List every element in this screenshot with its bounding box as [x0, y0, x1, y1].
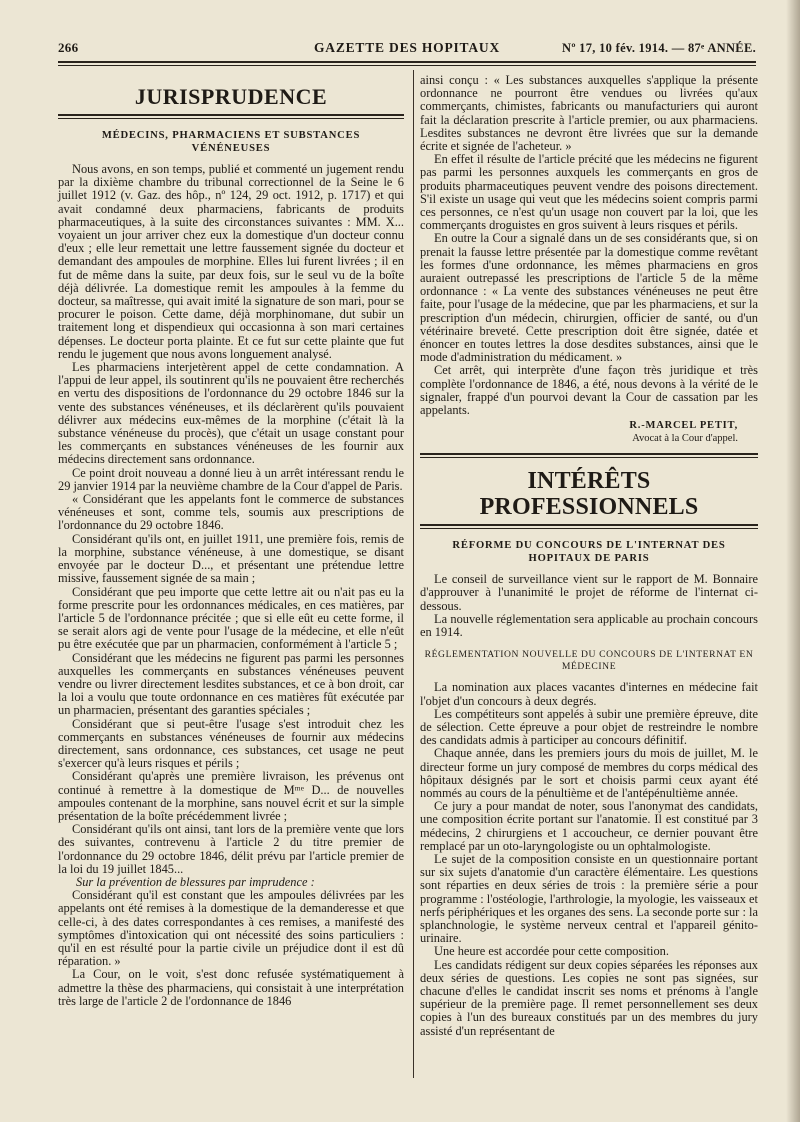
header-rule	[58, 61, 756, 63]
paragraph: Les pharmaciens interjetèrent appel de cette condamnation. A l'appui de leur appel, ils soutinrent qu'ils ne pouvaient être recherchés en vertu des dispositions de l'ordonnance du 29 octobre 1846 sur la vente des substances vénéneuses, et ils déclarèrent qu'ils pouvaient délivrer aux médecins eux-mêmes de la morphine (c'était là la substance vénéneuse du procès), que c'était un usage constant pour les commerçants en substances vénéneuses de les fournir aux médecins directement sans ordonnance.	[58, 360, 404, 467]
paragraph: Considérant que les médecins ne figurent pas parmi les personnes auxquelles les commerçants en substances vénéneuses peuvent vendre ou livrer directement lesdites substances, et ce à bon droit, car la loi a voulu que toute ordonnance en ces matières fût exécutée par un pharmacien, présentant des garanties spéciales ;	[58, 650, 404, 718]
column-divider	[413, 70, 414, 1078]
paragraph: En outre la Cour a signalé dans un de ses considérants que, si on prenait la fausse lettre présentée par la domestique comme revêtant les formes d'une ordonnance, les mêmes pharmaciens en gros auraient outrepassé les prescriptions de l'article 5 de la même ordonnance : « La vente des substances vénéneuses ne peut être faite, pour l'usage de la médecine, que par les pharmaciens, et sur la prescription d'un médecin, chirurgien, officier de santé, ou d'un vétérinaire breveté. Cette prescription doit être signée, datée et énoncer en toutes lettres la dose desdites substances, ainsi que le mode d'administration du médicament. »	[420, 231, 758, 365]
paragraph: Les candidats rédigent sur deux copies séparées les réponses aux deux séries de questions. Les copies ne sont pas signées, sur chacune d'elles le candidat inscrit ses noms et prénoms à l'angle supérieur de la première page. Il remet personnellement ses deux copies à l'un des bureaux constitués par un des membres du jury assisté d'un représentant de	[420, 957, 758, 1038]
article-title: MÉDECINS, PHARMACIENS ET SUBSTANCES VÉNÉNEUSES	[101, 130, 361, 154]
page-number: 266	[58, 40, 79, 55]
paragraph: Considérant que si peut-être l'usage s'est introduit chez les commerçants en substances vénéneuses de fournir aux médecins directement, sans ordonnance, ces substances, cet usage ne peut s'exercer qu'à leurs risques et périls ;	[58, 716, 404, 771]
section-rule	[58, 114, 404, 119]
signature-name: R.-MARCEL PETIT,	[629, 420, 738, 432]
paragraph: Une heure est accordée pour cette composition.	[434, 944, 669, 959]
signature-title: Avocat à la Cour d'appel.	[632, 433, 738, 445]
paragraph: Considérant qu'ils ont, en juillet 1911, une première fois, remis de la morphine, substance vénéneuse, à une domestique, se disant envoyée par le docteur D..., et présentant une prétendue lettre missive, faussement signée de sa main ;	[58, 531, 404, 586]
paragraph: Considérant qu'il est constant que les ampoules délivrées par les appelants ont été remises à la domestique de la demanderesse et que celle-ci, à des dates correspondantes à ces remises, a manifesté des symptômes d'intoxication qui ont nécessité des soins particuliers : qu'il en est résulté pour la partie civile un préjudice dont il est dû réparation. »	[58, 888, 404, 969]
paragraph: Les compétiteurs sont appelés à subir une première épreuve, dite de sélection. Cette épreuve a pour objet de restreindre le nombre des candidats admis à participer au concours définitif.	[420, 706, 758, 748]
paragraph: Cet arrêt, qui interprète d'une façon très juridique et très complète l'ordonnance de 1846, a été, nous devons à la vérité de le signaler, frappé d'un pourvoi devant la Cour de cassation par les appelants.	[420, 363, 758, 418]
paragraph: La nouvelle réglementation sera applicable au prochain concours en 1914.	[420, 611, 758, 640]
paragraph: Considérant qu'ils ont ainsi, tant lors de la première vente que lors des suivantes, contrevenu à l'article 2 du titre premier de l'ordonnance du 29 octobre 1846, délit prévu par l'article premier de la loi du 19 juillet 1845...	[58, 822, 404, 876]
paragraph: Chaque année, dans les premiers jours du mois de juillet, M. le directeur forme un jury composé de membres du corps médical des hôpitaux désignés par le sort et choisis parmi ceux ayant été nommés au cours de la pénultième et de l'antépénultième année.	[420, 746, 758, 800]
journal-title: GAZETTE DES HOPITAUX	[313, 40, 501, 55]
paragraph: Considérant qu'après une première livraison, les prévenus ont continué à remettre à la domestique de Mᵐᵉ D... de nouvelles ampoules contenant de la morphine, sans nouvel écrit et sur la simple présentation de la boîte précédemment livrée ;	[58, 769, 404, 823]
section-rule	[420, 524, 758, 529]
paragraph: La Cour, on le voit, s'est donc refusée systématiquement à admettre la thèse des pharmaciens, qui consistait à une interprétation très large de l'article 2 de l'ordonnance de 1846	[58, 967, 404, 1008]
paragraph: Considérant que peu importe que cette lettre ait ou n'ait pas eu la forme prescrite pour les ordonnances médicales, en ces matières, par l'article 5 de l'ordonnance précitée ; que si elle eût eu cette forme, il se serait alors agi de vente pour l'usage de la médecine, et elle n'eût pu être exécutée que par un pharmacien, conformément à l'article 5 ;	[58, 584, 404, 652]
paragraph: En effet il résulte de l'article précité que les médecins ne figurent pas parmi les personnes auxquels les commerçants en gros de produits pharmaceutiques peuvent vendre des poisons directement. S'il existe un usage qui veut que les médecins soient compris parmi ces personnes, ce n'est qu'un usage non couvert par la loi, que les commerçants droguistes en gros suivent à leurs risques et périls.	[420, 152, 758, 233]
issue-info: Nº 17, 10 fév. 1914. — 87ᵉ ANNÉE.	[562, 41, 756, 55]
paragraph: Nous avons, en son temps, publié et commenté un jugement rendu par la dixième chambre du tribunal correctionnel de la Seine le 6 juillet 1912 (v. Gaz. des hôp., nº 124, 29 oct. 1912, p. 1717) et qui avait condamné deux pharmaciens, fabricants de produits pharmaceutiques, à la suite des circonstances suivantes : MM. X... voyaient un jour arriver chez eux la domestique d'un docteur connu d'eux ; elle leur remettait une lettre faussement signée du docteur et demandant des ampoules de morphine. Elles lui furent livrées ; il en fut de même dans la suite, par deux fois, sur le seul vu de la boîte déjà délivrée. La domestique remit les ampoules à la femme du docteur, sa maîtresse, qui avait imité la signature de son mari, pour se procurer le poison. Cette dame, déjà morphinomane, dut subir un traitement long et dispendieux qui occasionna à son mari certaines dépenses. Le docteur porta plainte. Et ce fut sur cette plainte que fut rendu le jugement que nous avons longuement analysé.	[58, 162, 404, 361]
section-title-interets: INTÉRÊTS PROFESSIONNELS	[479, 468, 699, 521]
paragraph: Le conseil de surveillance vient sur le rapport de M. Bonnaire d'approuver à l'unanimité le projet de réforme de l'internat ci-dessous.	[420, 572, 758, 613]
page-header	[58, 40, 756, 62]
page-edge-shadow	[786, 0, 800, 1122]
left-column	[58, 74, 404, 1008]
paragraph: Ce point droit nouveau a donné lieu à un arrêt intéressant rendu le 29 janvier 1914 par la neuvième chambre de la Cour d'appel de Paris.	[58, 465, 404, 493]
paragraph: Le sujet de la composition consiste en un questionnaire portant sur six sujets d'anatomie d'un caractère élémentaire. Les questions sont réparties en deux séries de trois : la première série a pour programme : l'ostéologie, l'arthrologie, la myologie, les vaisseaux et nerfs périphériques et les organes des sens. La seconde porte sur : la splanchnologie, le système nerveux central et l'appareil génito-urinaire.	[420, 851, 758, 946]
paragraph: Ce jury a pour mandat de noter, sous l'anonymat des candidats, une composition écrite portant sur l'anatomie. Il est constitué par 3 médecins, 2 chirurgiens et 1 accoucheur, ce dernier pouvant être remplacé par un oto-laryngologiste ou un ophtalmologiste.	[420, 799, 758, 853]
article-title: RÉFORME DU CONCOURS DE L'INTERNAT DES HOPITAUX DE PARIS	[452, 540, 726, 565]
signature	[420, 419, 738, 445]
section-separator	[420, 453, 758, 458]
paragraph: « Considérant que les appelants font le commerce de substances vénéneuses et sont, comme tels, soumis aux prescriptions de l'ordonnance du 29 octobre 1846.	[58, 492, 404, 533]
paragraph: ainsi conçu : « Les substances auxquelles s'applique la présente ordonnance ne pourront être vendues ou livrées qu'aux commerçants, chimistes, fabricants ou manufacturiers qui auront fait la déclaration prescrite à l'article premier, ou aux pharmaciens. Lesdites substances ne devront être livrées que sur la demande écrite et signée de l'acheteur. »	[420, 73, 758, 154]
italic-subheading: Sur la prévention de blessures par imprudence :	[76, 874, 315, 889]
header-rule-thin	[58, 65, 756, 66]
paragraph: La nomination aux places vacantes d'internes en médecine fait l'objet d'un concours à deux degrés.	[420, 680, 758, 708]
sub-title: RÉGLEMENTATION NOUVELLE DU CONCOURS DE L'INTERNAT EN MÉDECINE	[424, 649, 754, 673]
section-title-jurisprudence: JURISPRUDENCE	[134, 84, 328, 109]
right-column	[420, 74, 758, 1038]
